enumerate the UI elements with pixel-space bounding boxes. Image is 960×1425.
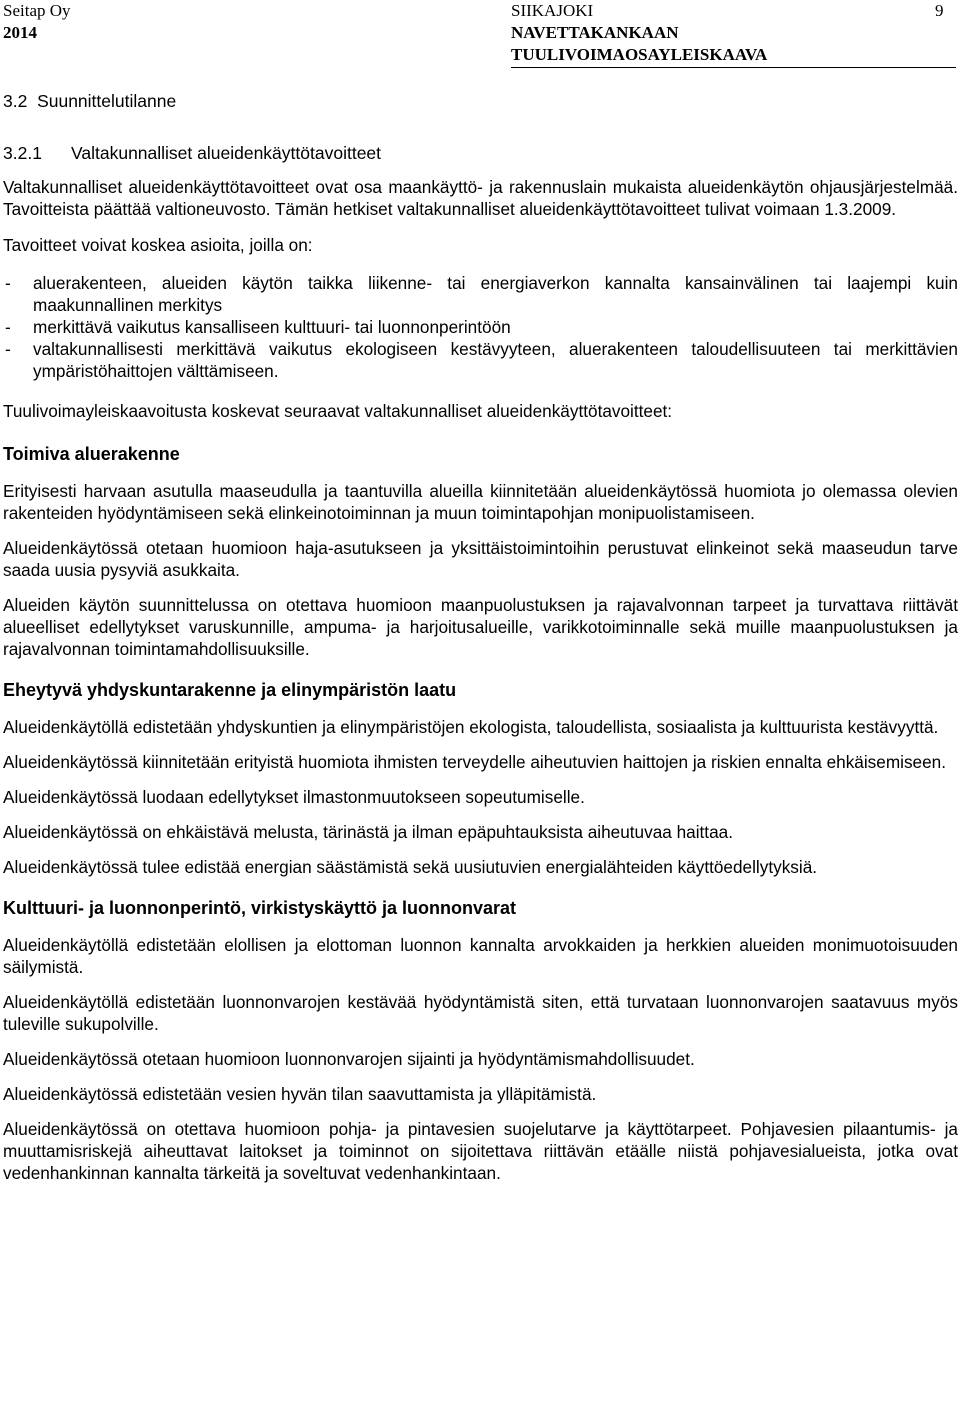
list-item-text: merkittävä vaikutus kansalliseen kulttuuri- tai luonnonperintöön: [33, 317, 511, 337]
dash-marker: -: [5, 317, 11, 337]
page-header: [0, 0, 960, 70]
group-heading: Kulttuuri- ja luonnonperintö, virkistyskäyttö ja luonnonvarat: [3, 898, 517, 918]
header-left: [3, 0, 71, 44]
criteria-list: [3, 272, 958, 382]
subsection-number: 3.2.1: [3, 143, 42, 163]
document-body: [3, 88, 958, 1184]
paragraph: Alueidenkäytössä otetaan huomioon luonnonvarojen sijainti ja hyödyntämismahdollisuudet.: [3, 1049, 695, 1069]
header-title-line-1: SIIKAJOKI: [511, 1, 594, 20]
header-title: [511, 0, 767, 66]
paragraph: Alueidenkäytöllä edistetään luonnonvarojen kestävää hyödyntämistä siten, että turvataan luonnonvarojen saatavuus myös tuleville sukupolville.: [3, 992, 958, 1034]
document-year: 2014: [3, 23, 37, 42]
section-title: Suunnittelutilanne: [37, 91, 177, 111]
intro-paragraph: Valtakunnalliset alueidenkäyttötavoitteet ovat osa maankäyttö- ja rakennuslain mukaista alueidenkäytön ohjausjärjestelmää. Tavoitteista päättää valtioneuvosto. Tämän hetkiset valtakunnalliset alueidenkäyttötavoitteet tulivat voimaan 1.3.2009.: [3, 177, 958, 219]
dash-marker: -: [5, 273, 11, 293]
header-title-line-2: NAVETTAKANKAAN: [511, 23, 679, 42]
section-number: 3.2: [3, 91, 28, 111]
list-item: [3, 316, 958, 338]
paragraph: Erityisesti harvaan asutulla maaseudulla ja taantuvilla alueilla kiinnitetään alueidenkäytössä huomiota jo olemassa olevien rakenteiden hyödyntämiseen sekä elinkeinotoiminnan ja muun toimintapohjan monipuolistamiseen.: [3, 481, 958, 523]
page-number: 9: [935, 1, 944, 20]
subsection-title: Valtakunnalliset alueidenkäyttötavoitteet: [71, 143, 382, 163]
objectives-lead: Tuulivoimayleiskaavoitusta koskevat seuraavat valtakunnalliset alueidenkäyttötavoitteet:: [3, 401, 673, 421]
paragraph: Alueidenkäytössä otetaan huomioon haja-asutukseen ja yksittäistoimintoihin perustuvat elinkeinot sekä maaseudun tarve saada uusia pysyviä asukkaita.: [3, 538, 958, 580]
intro-lead: Tavoitteet voivat koskea asioita, joilla on:: [3, 235, 313, 255]
paragraph: Alueidenkäytössä on otettava huomioon pohja- ja pintavesien suojelutarve ja käyttötarpeet. Pohjavesien pilaantumis- ja muuttamisriskejä aiheuttavat laitokset ja toiminnot on sijoitettava riittävän etäälle niistä pohjavesialueista, jotka ovat vedenhankinnan kannalta tärkeitä ja soveltuvat vedenhankintaan.: [3, 1119, 958, 1183]
list-item: [3, 272, 958, 316]
list-item-text: aluerakenteen, alueiden käytön taikka liikenne- tai energiaverkon kannalta kansainvälinen tai laajempi kuin maakunnallinen merkitys: [33, 273, 958, 315]
section-heading: [3, 88, 958, 114]
paragraph: Alueidenkäytöllä edistetään yhdyskuntien ja elinympäristöjen ekologista, taloudellista, sosiaalista ja kulttuurista kestävyyttä.: [3, 717, 939, 737]
paragraph: Alueidenkäytössä luodaan edellytykset ilmastonmuutokseen sopeutumiselle.: [3, 787, 585, 807]
paragraph: Alueidenkäytössä kiinnitetään erityistä huomiota ihmisten terveydelle aiheutuvien haittojen ja riskien ennalta ehkäisemiseen.: [3, 752, 946, 772]
subsection-heading: [3, 140, 958, 166]
list-item-text: valtakunnallisesti merkittävä vaikutus ekologiseen kestävyyteen, aluerakenteen taloudellisuuteen tai merkittävien ympäristöhaittojen välttämiseen.: [33, 339, 958, 381]
group-heading: Eheytyvä yhdyskuntarakenne ja elinympäristön laatu: [3, 680, 457, 700]
paragraph: Alueidenkäytössä tulee edistää energian säästämistä sekä uusiutuvien energialähteiden käyttöedellytyksiä.: [3, 857, 818, 877]
header-rule: [511, 67, 956, 68]
company-name: Seitap Oy: [3, 1, 71, 20]
list-item: [3, 338, 958, 382]
dash-marker: -: [5, 339, 11, 359]
group-heading: Toimiva aluerakenne: [3, 444, 180, 464]
paragraph: Alueidenkäytössä edistetään vesien hyvän tilan saavuttamista ja ylläpitämistä.: [3, 1084, 597, 1104]
paragraph: Alueidenkäytössä on ehkäistävä melusta, tärinästä ja ilman epäpuhtauksista aiheutuvaa haittaa.: [3, 822, 733, 842]
paragraph: Alueiden käytön suunnittelussa on otettava huomioon maanpuolustuksen ja rajavalvonnan tarpeet ja turvattava riittävät alueelliset edellytykset varuskunnille, ampuma- ja harjoitusalueille, varikkotoiminnalle sekä muille maanpuolustuksen ja rajavalvonnan toimintamahdollisuuksille.: [3, 595, 958, 659]
header-title-line-3: TUULIVOIMAOSAYLEISKAAVA: [511, 45, 768, 64]
paragraph: Alueidenkäytöllä edistetään elollisen ja elottoman luonnon kannalta arvokkaiden ja herkkien alueiden monimuotoisuuden säilymistä.: [3, 935, 958, 977]
